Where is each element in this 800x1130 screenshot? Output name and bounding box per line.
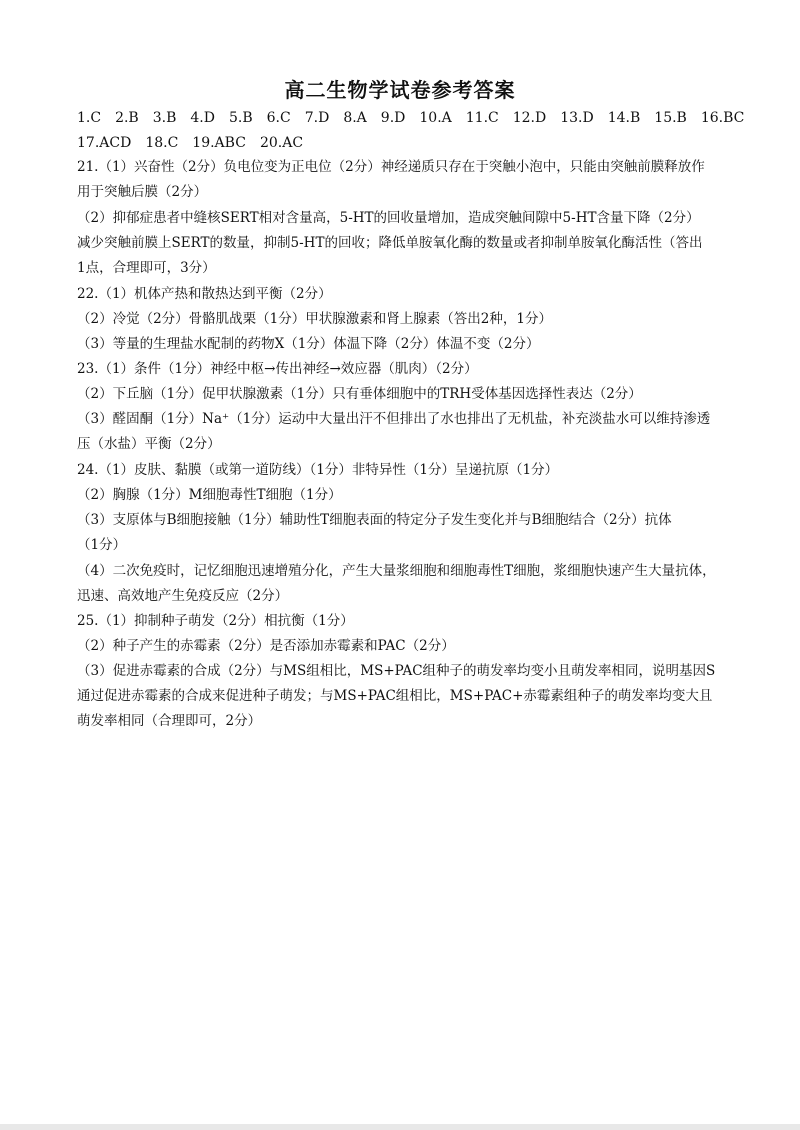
choice-answer: 5.B	[228, 110, 253, 126]
choice-answer: 12.D	[512, 110, 547, 126]
answer-line-q25: 25.（1）抑制种子萌发（2分）相抗衡（1分）	[77, 613, 354, 629]
answer-line: 迅速、高效地产生免疫反应（2分）	[77, 588, 289, 604]
answer-line: （2）胸腺（1分）M细胞毒性T细胞（1分）	[77, 487, 342, 503]
answer-line: 减少突触前膜上SERT的数量，抑制5-HT的回收；降低单胺氧化酶的数量或者抑制单胺氧化酶活性（答出	[77, 235, 703, 251]
choice-answer: 2.B	[115, 110, 139, 126]
answer-line: （2）抑郁症患者中缝核SERT相对含量高，5-HT的回收量增加，造成突触间隙中5-HT含量下降（2分）	[77, 210, 700, 226]
answer-line: （3）促进赤霉素的合成（2分）与MS组相比，MS+PAC组种子的萌发率均变小且萌发率相同，说明基因S	[77, 663, 716, 679]
answer-line-q22: 22.（1）机体产热和散热达到平衡（2分）	[77, 286, 332, 302]
page-title: 高二生物学试卷参考答案	[284, 78, 516, 102]
answer-line: （3）等量的生理盐水配制的药物X（1分）体温下降（2分）体温不变（2分）	[77, 336, 540, 352]
choice-answer: 6.C	[266, 110, 291, 126]
choice-answer: 14.B	[607, 110, 641, 126]
answer-line: （2）种子产生的赤霉素（2分）是否添加赤霉素和PAC（2分）	[77, 638, 455, 654]
choice-answer: 18.C	[145, 135, 179, 151]
page-bottom-edge	[0, 1124, 800, 1130]
choice-answer: 16.BC	[700, 110, 745, 126]
choice-answer: 11.C	[465, 110, 499, 126]
answer-line: （3）支原体与B细胞接触（1分）辅助性T细胞表面的特定分子发生变化并与B细胞结合（2分）抗体	[77, 512, 672, 528]
answer-line: 萌发率相同（合理即可，2分）	[77, 713, 262, 729]
choice-answer: 9.D	[380, 110, 406, 126]
answer-line: （2）冷觉（2分）骨骼肌战栗（1分）甲状腺激素和肾上腺素（答出2种，1分）	[77, 311, 552, 327]
choice-answer: 19.ABC	[192, 135, 246, 151]
answer-line: （3）醛固酮（1分）Na⁺（1分）运动中大量出汗不但排出了水也排出了无机盐，补充淡盐水可以维持渗透	[77, 411, 711, 427]
choice-answer: 17.ACD	[77, 135, 132, 151]
answer-line: 压（水盐）平衡（2分）	[77, 436, 221, 452]
answer-line: （2）下丘脑（1分）促甲状腺激素（1分）只有垂体细胞中的TRH受体基因选择性表达（2分）	[77, 386, 642, 402]
answer-line: （1分）	[77, 537, 127, 553]
choice-answer: 3.B	[152, 110, 177, 126]
answer-line: （4）二次免疫时，记忆细胞迅速增殖分化，产生大量浆细胞和细胞毒性T细胞，浆细胞快速产生大量抗体，	[77, 563, 716, 579]
choice-answer: 10.A	[419, 110, 452, 126]
choice-answer: 20.AC	[259, 135, 304, 151]
choice-answers-row-1	[77, 110, 744, 126]
answer-line-q23: 23.（1）条件（1分）神经中枢→传出神经→效应器（肌肉）（2分）	[77, 361, 478, 377]
answer-line: 用于突触后膜（2分）	[77, 184, 208, 200]
answer-line: 通过促进赤霉素的合成来促进种子萌发；与MS+PAC组相比，MS+PAC+赤霉素组种子的萌发率均变大且	[77, 688, 713, 704]
choice-answer: 1.C	[77, 110, 102, 126]
answer-line-q21: 21.（1）兴奋性（2分）负电位变为正电位（2分）神经递质只存在于突触小泡中，只能由突触前膜释放作	[77, 159, 705, 175]
answer-line: 1点，合理即可，3分）	[77, 260, 216, 276]
choice-answers-row-2	[77, 135, 317, 151]
answer-line-q24: 24.（1）皮肤、黏膜（或第一道防线）（1分）非特异性（1分）呈递抗原（1分）	[77, 462, 559, 478]
choice-answer: 4.D	[190, 110, 215, 126]
choice-answer: 15.B	[654, 110, 687, 126]
choice-answer: 13.D	[560, 110, 594, 126]
choice-answer: 7.D	[304, 110, 330, 126]
choice-answer: 8.A	[343, 110, 367, 126]
